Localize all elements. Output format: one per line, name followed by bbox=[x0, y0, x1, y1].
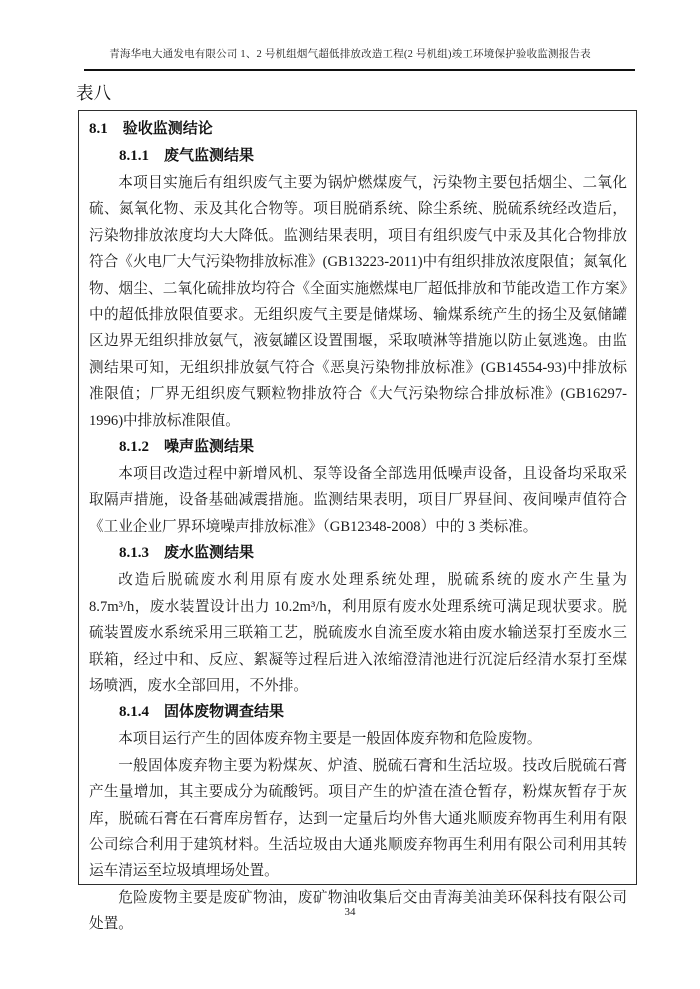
section-title-8-1: 8.1 验收监测结论 bbox=[89, 121, 213, 137]
page-number: 34 bbox=[344, 906, 356, 918]
subsection-title-8-1-2: 8.1.2 噪声监测结果 bbox=[119, 439, 255, 456]
document-header-title: 青海华电大通发电有限公司 1、2 号机组烟气超低排放改造工程(2 号机组)竣工环境保护验收监测报告表 bbox=[109, 49, 591, 60]
subsection-title-8-1-3: 8.1.3 废水监测结果 bbox=[119, 545, 255, 562]
paragraph-waste-gas: 本项目实施后有组织废气主要为锅炉燃煤废气，污染物主要包括烟尘、二氧化硫、氮氧化物、汞及其化合物等。项目脱硝系统、除尘系统、脱硫系统经改造后，污染物排放浓度均大大降低。监测结果表明，项目有组织废气中汞及其化合物排放符合《火电厂大气污染物排放标准》(GB13223-2011)中有组织排放浓度限值；氮氧化物、烟尘、二氧化硫排放均符合《全面实施燃煤电厂超低排放和节能改造工作方案》中的超低排放限值要求。无组织废气主要是储煤场、输煤系统产生的扬尘及氨储罐区边界无组织排放氨气，液氨罐区设置围堰，采取喷淋等措施以防止氨逃逸。由监测结果可知，无组织排放氨气符合《恶臭污染物排放标准》(GB14554-93)中排放标准限值；厂界无组织废气颗粒物排放符合《大气污染物综合排放标准》(GB16297-1996)中排放标准限值。 bbox=[89, 175, 627, 429]
paragraph-wastewater: 改造后脱硫废水利用原有废水处理系统处理，脱硫系统的废水产生量为 8.7m³/h，废水装置设计出力 10.2m³/h，利用原有废水处理系统可满足现状要求。脱硫装置废水系统采用三联箱工艺，脱硫废水自流至废水箱由废水输送泵打至废水三联箱，经过中和、反应、絮凝等过程后进入浓缩澄清池进行沉淀后经清水泵打至煤场喷洒，废水全部回用，不外排。 bbox=[89, 572, 627, 694]
subsection-title-8-1-1: 8.1.1 废气监测结果 bbox=[119, 148, 255, 164]
table-label: 表八 bbox=[76, 83, 111, 103]
header-divider bbox=[84, 69, 635, 71]
paragraph-hazardous-waste: 危险废物主要是废矿物油，废矿物油收集后交由青海美油美环保科技有限公司处置。 bbox=[89, 889, 627, 933]
paragraph-noise: 本项目改造过程中新增风机、泵等设备全部选用低噪声设备，且设备均采取采取隔声措施，设备基础减震措施。监测结果表明，项目厂界昼间、夜间噪声值符合《工业企业厂界环境噪声排放标准》（GB12348-2008）中的 3 类标准。 bbox=[89, 466, 627, 535]
subsection-title-8-1-4: 8.1.4 固体废物调查结果 bbox=[119, 704, 285, 721]
content-box bbox=[78, 110, 637, 933]
paragraph-general-solid-waste: 一般固体废弃物主要为粉煤灰、炉渣、脱硫石膏和生活垃圾。技改后脱硫石膏产生量增加，其主要成分为硫酸钙。项目产生的炉渣在渣仓暂存，粉煤灰暂存于灰库，脱硫石膏在石膏库房暂存，达到一定量后均外售大通兆顺废弃物再生利用有限公司综合利用于建筑材料。生活垃圾由大通兆顺废弃物再生利用有限公司利用其转运车清运至垃圾填埋场处置。 bbox=[89, 757, 627, 880]
paragraph-solid-waste-intro: 本项目运行产生的固体废弃物主要是一般固体废弃物和危险废物。 bbox=[118, 731, 542, 748]
